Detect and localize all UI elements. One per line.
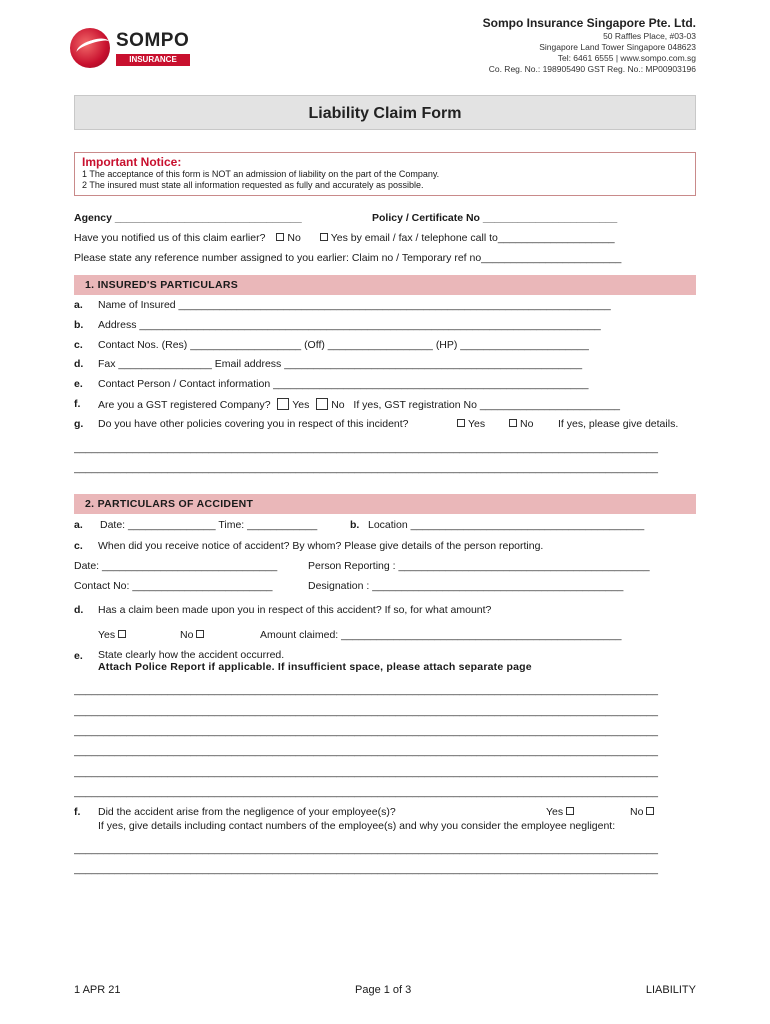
item-letter: c. [74,339,83,351]
description-line[interactable]: ____________________________________________________________________________________________________ [74,725,658,737]
section-2-heading: 2. PARTICULARS OF ACCIDENT [74,494,696,514]
logo-sub: INSURANCE [116,54,190,66]
item-letter: f. [74,398,81,410]
footer-page: Page 1 of 3 [355,984,412,996]
negligence-no-label: No [630,806,644,818]
claim-no-checkbox[interactable] [196,630,204,638]
description-line[interactable]: ____________________________________________________________________________________________________ [74,766,658,778]
claim-no-label: No [180,629,194,641]
logo-brand: SOMPO [116,30,190,51]
location-field[interactable]: Location ________________________________________ [368,519,645,531]
other-policies-question: Do you have other policies covering you in respect of this incident? [98,418,409,430]
item-letter: g. [74,418,84,430]
notified-yes-checkbox[interactable] [320,233,328,241]
date-time-field[interactable]: Date: _______________ Time: ____________ [100,519,318,531]
policy-field[interactable]: Policy / Certificate No _______________________ [372,212,618,224]
negligence-question [74,806,696,836]
gst-question [98,398,620,411]
notice-heading: Important Notice: [82,155,182,169]
negligence-no-checkbox[interactable] [646,807,654,815]
sompo-logo [70,28,200,76]
fax-email-field[interactable]: Fax ________________ Email address ___________________________________________________ [98,358,583,370]
section-2-fields [74,519,696,829]
company-info [483,18,696,75]
details-line[interactable]: ____________________________________________________________________________________________________ [74,462,658,474]
other-policies-yes-checkbox[interactable] [457,419,465,427]
negligence-label: Did the accident arise from the negligence of your employee(s)? [98,806,396,818]
other-policies-no-checkbox[interactable] [509,419,517,427]
other-policies-yes-label: Yes [468,418,486,430]
footer-type: LIABILITY [645,984,696,996]
contact-nos-field[interactable]: Contact Nos. (Res) ___________________ (Off) __________________ (HP) ______________________ [98,339,589,351]
item-letter: d. [74,604,84,616]
item-letter: b. [74,319,84,331]
form-title: Liability Claim Form [74,95,696,130]
negligence-yes-checkbox[interactable] [566,807,574,815]
gst-yes-label: Yes [292,399,310,411]
notified-no-label: No [287,232,301,244]
company-name: Sompo Insurance Singapore Pte. Ltd. [482,16,696,30]
negligence-line[interactable]: ____________________________________________________________________________________________________ [74,863,658,875]
description-line[interactable]: ____________________________________________________________________________________________________ [74,745,658,757]
company-address-2: Singapore Land Tower Singapore 048623 [539,42,696,52]
contact-no-field[interactable]: Contact No: ________________________ [74,580,273,592]
notice-question: When did you receive notice of accident? By whom? Please give details of the person reporting. [98,540,544,552]
accident-description-label: State clearly how the accident occurred. [98,649,285,661]
gst-question-label: Are you a GST registered Company? [98,399,271,411]
negligence-yes-label: Yes [546,806,564,818]
section-1-fields [74,299,696,439]
claim-yes-label: Yes [98,629,116,641]
designation-field[interactable]: Designation : ___________________________________________ [308,580,624,592]
gst-no-checkbox[interactable] [316,398,328,410]
item-letter: e. [74,378,83,390]
details-line[interactable]: ____________________________________________________________________________________________________ [74,442,658,454]
other-policies-details-label: If yes, please give details. [558,418,679,430]
notified-yes-label[interactable]: Yes by email / fax / telephone call to____________________ [330,232,615,244]
name-of-insured-field[interactable]: Name of Insured __________________________________________________________________________ [98,299,611,311]
description-line[interactable]: ____________________________________________________________________________________________________ [74,705,658,717]
footer-date: 1 APR 21 [74,984,121,996]
gst-no-label: No [331,399,345,411]
section-1-heading: 1. INSURED'S PARTICULARS [74,275,696,295]
company-address-1: 50 Raffles Place, #03-03 [603,31,696,41]
item-letter: c. [74,540,83,552]
gst-yes-checkbox[interactable] [277,398,289,410]
notified-no-checkbox[interactable] [276,233,284,241]
description-line[interactable]: ____________________________________________________________________________________________________ [74,684,658,696]
notified-question [74,232,615,244]
amount-claimed-field[interactable]: Amount claimed: ________________________________________________ [260,629,622,641]
notice-date-field[interactable]: Date: ______________________________ [74,560,278,572]
important-notice [74,152,696,196]
claim-yes-checkbox[interactable] [118,630,126,638]
other-policies-no-label: No [520,418,534,430]
person-reporting-field[interactable]: Person Reporting : ___________________________________________ [308,560,650,572]
item-letter: d. [74,358,84,370]
description-line[interactable]: ____________________________________________________________________________________________________ [74,786,658,798]
contact-person-field[interactable]: Contact Person / Contact information ______________________________________________________ [98,378,589,390]
notice-line-2: 2 The insured must state all information requested as fully and accurately as possible. [82,180,424,190]
claim-made-question: Has a claim been made upon you in respect of this accident? If so, for what amount? [98,604,492,616]
gst-reg-field[interactable]: If yes, GST registration No ________________________ [353,399,620,411]
police-report-note: Attach Police Report if applicable. If insufficient space, please attach separate page [98,661,532,673]
company-reg: Co. Reg. No.: 198905490 GST Reg. No.: MP00903196 [488,64,696,74]
notified-label: Have you notified us of this claim earlier? [74,232,266,244]
company-contact: Tel: 6461 6555 | www.sompo.com.sg [557,53,696,63]
negligence-details-label: If yes, give details including contact numbers of the employee(s) and why you consider the employee negligent: [98,820,616,832]
address-field[interactable]: Address _______________________________________________________________________________ [98,319,601,331]
item-letter: e. [74,650,83,662]
item-letter: f. [74,806,81,818]
notice-line-1: 1 The acceptance of this form is NOT an admission of liability on the part of the Company. [82,169,440,179]
agency-field[interactable]: Agency ________________________________ [74,212,302,224]
reference-field[interactable]: Please state any reference number assigned to you earlier: Claim no / Temporary ref no________________________ [74,252,622,264]
negligence-line[interactable]: ____________________________________________________________________________________________________ [74,843,658,855]
item-letter: b. [350,519,360,531]
item-letter: a. [74,519,83,531]
item-letter: a. [74,299,83,311]
